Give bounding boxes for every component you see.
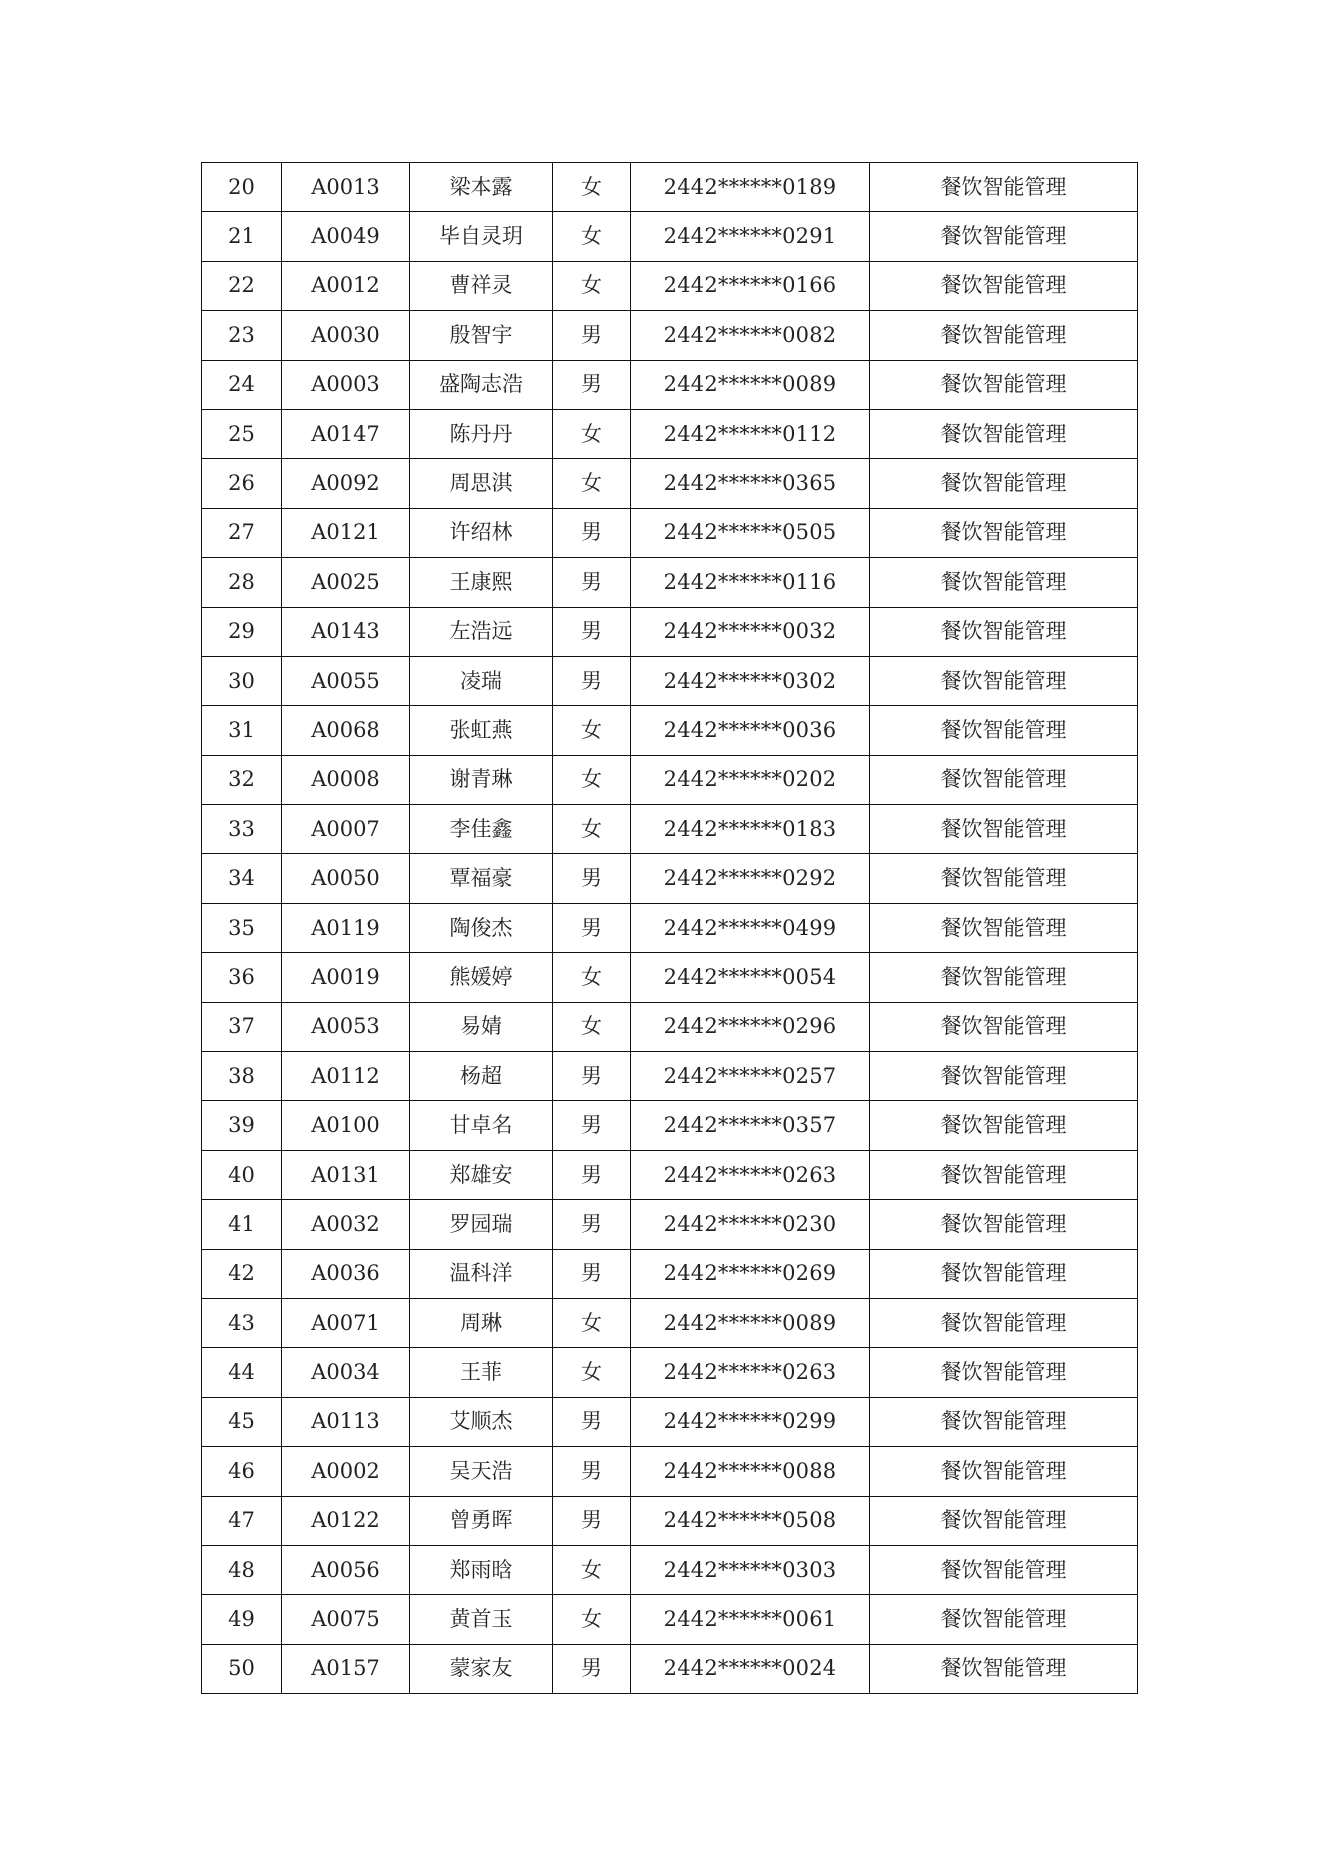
major-cell: 餐饮智能管理 [870, 163, 1138, 212]
row-number-cell: 42 [202, 1249, 282, 1298]
table-row [202, 409, 1138, 458]
table-row [202, 755, 1138, 804]
student-code-cell: A0007 [282, 805, 410, 854]
masked-id-cell: 2442******0508 [631, 1496, 870, 1545]
student-name-cell: 王菲 [410, 1348, 553, 1397]
gender-cell: 男 [553, 854, 631, 903]
student-code-cell: A0036 [282, 1249, 410, 1298]
row-number-cell: 33 [202, 805, 282, 854]
major-cell: 餐饮智能管理 [870, 854, 1138, 903]
student-code-cell: A0025 [282, 558, 410, 607]
row-number-cell: 20 [202, 163, 282, 212]
masked-id-cell: 2442******0024 [631, 1644, 870, 1693]
major-cell: 餐饮智能管理 [870, 1545, 1138, 1594]
student-name-cell: 周思淇 [410, 459, 553, 508]
row-number-cell: 39 [202, 1101, 282, 1150]
gender-cell: 男 [553, 1249, 631, 1298]
masked-id-cell: 2442******0357 [631, 1101, 870, 1150]
table-row [202, 1348, 1138, 1397]
table-row [202, 360, 1138, 409]
row-number-cell: 27 [202, 508, 282, 557]
row-number-cell: 48 [202, 1545, 282, 1594]
student-code-cell: A0147 [282, 409, 410, 458]
student-code-cell: A0012 [282, 261, 410, 310]
student-code-cell: A0100 [282, 1101, 410, 1150]
student-name-cell: 谢青琳 [410, 755, 553, 804]
student-code-cell: A0068 [282, 706, 410, 755]
gender-cell: 女 [553, 706, 631, 755]
masked-id-cell: 2442******0303 [631, 1545, 870, 1594]
masked-id-cell: 2442******0189 [631, 163, 870, 212]
student-code-cell: A0122 [282, 1496, 410, 1545]
row-number-cell: 41 [202, 1200, 282, 1249]
row-number-cell: 28 [202, 558, 282, 607]
masked-id-cell: 2442******0257 [631, 1052, 870, 1101]
table-row [202, 508, 1138, 557]
student-code-cell: A0053 [282, 1002, 410, 1051]
student-name-cell: 熊媛婷 [410, 953, 553, 1002]
student-name-cell: 甘卓名 [410, 1101, 553, 1150]
student-code-cell: A0032 [282, 1200, 410, 1249]
major-cell: 餐饮智能管理 [870, 805, 1138, 854]
row-number-cell: 32 [202, 755, 282, 804]
gender-cell: 男 [553, 360, 631, 409]
major-cell: 餐饮智能管理 [870, 903, 1138, 952]
gender-cell: 女 [553, 1002, 631, 1051]
student-name-cell: 毕自灵玥 [410, 212, 553, 261]
student-code-cell: A0113 [282, 1397, 410, 1446]
gender-cell: 男 [553, 1397, 631, 1446]
masked-id-cell: 2442******0082 [631, 311, 870, 360]
student-name-cell: 左浩远 [410, 607, 553, 656]
masked-id-cell: 2442******0032 [631, 607, 870, 656]
masked-id-cell: 2442******0296 [631, 1002, 870, 1051]
student-code-cell: A0131 [282, 1150, 410, 1199]
gender-cell: 女 [553, 1545, 631, 1594]
row-number-cell: 29 [202, 607, 282, 656]
masked-id-cell: 2442******0036 [631, 706, 870, 755]
masked-id-cell: 2442******0054 [631, 953, 870, 1002]
masked-id-cell: 2442******0263 [631, 1150, 870, 1199]
student-name-cell: 曹祥灵 [410, 261, 553, 310]
student-name-cell: 殷智宇 [410, 311, 553, 360]
student-name-cell: 王康熙 [410, 558, 553, 607]
row-number-cell: 49 [202, 1595, 282, 1644]
gender-cell: 女 [553, 953, 631, 1002]
gender-cell: 男 [553, 1101, 631, 1150]
student-name-cell: 周琳 [410, 1298, 553, 1347]
gender-cell: 男 [553, 1200, 631, 1249]
row-number-cell: 43 [202, 1298, 282, 1347]
student-name-cell: 李佳鑫 [410, 805, 553, 854]
student-code-cell: A0121 [282, 508, 410, 557]
major-cell: 餐饮智能管理 [870, 755, 1138, 804]
row-number-cell: 36 [202, 953, 282, 1002]
row-number-cell: 26 [202, 459, 282, 508]
table-row [202, 1644, 1138, 1693]
row-number-cell: 24 [202, 360, 282, 409]
row-number-cell: 23 [202, 311, 282, 360]
major-cell: 餐饮智能管理 [870, 656, 1138, 705]
roster-body [202, 163, 1138, 1694]
masked-id-cell: 2442******0365 [631, 459, 870, 508]
student-name-cell: 曾勇晖 [410, 1496, 553, 1545]
table-row [202, 953, 1138, 1002]
student-code-cell: A0002 [282, 1447, 410, 1496]
student-code-cell: A0143 [282, 607, 410, 656]
student-name-cell: 吴天浩 [410, 1447, 553, 1496]
gender-cell: 女 [553, 459, 631, 508]
row-number-cell: 44 [202, 1348, 282, 1397]
major-cell: 餐饮智能管理 [870, 1397, 1138, 1446]
masked-id-cell: 2442******0088 [631, 1447, 870, 1496]
major-cell: 餐饮智能管理 [870, 261, 1138, 310]
student-name-cell: 张虹燕 [410, 706, 553, 755]
student-name-cell: 温科洋 [410, 1249, 553, 1298]
gender-cell: 男 [553, 656, 631, 705]
student-code-cell: A0003 [282, 360, 410, 409]
row-number-cell: 50 [202, 1644, 282, 1693]
table-row [202, 1052, 1138, 1101]
table-row [202, 1150, 1138, 1199]
student-name-cell: 郑雄安 [410, 1150, 553, 1199]
gender-cell: 女 [553, 755, 631, 804]
masked-id-cell: 2442******0230 [631, 1200, 870, 1249]
gender-cell: 女 [553, 1348, 631, 1397]
student-code-cell: A0119 [282, 903, 410, 952]
student-code-cell: A0157 [282, 1644, 410, 1693]
row-number-cell: 38 [202, 1052, 282, 1101]
student-name-cell: 杨超 [410, 1052, 553, 1101]
student-name-cell: 陶俊杰 [410, 903, 553, 952]
student-name-cell: 许绍林 [410, 508, 553, 557]
gender-cell: 女 [553, 212, 631, 261]
row-number-cell: 30 [202, 656, 282, 705]
major-cell: 餐饮智能管理 [870, 508, 1138, 557]
gender-cell: 男 [553, 1496, 631, 1545]
table-row [202, 1249, 1138, 1298]
row-number-cell: 21 [202, 212, 282, 261]
masked-id-cell: 2442******0291 [631, 212, 870, 261]
gender-cell: 男 [553, 558, 631, 607]
table-row [202, 311, 1138, 360]
gender-cell: 女 [553, 261, 631, 310]
major-cell: 餐饮智能管理 [870, 558, 1138, 607]
masked-id-cell: 2442******0089 [631, 1298, 870, 1347]
table-row [202, 1200, 1138, 1249]
student-roster-table [201, 162, 1138, 1694]
gender-cell: 男 [553, 903, 631, 952]
student-name-cell: 陈丹丹 [410, 409, 553, 458]
major-cell: 餐饮智能管理 [870, 311, 1138, 360]
major-cell: 餐饮智能管理 [870, 1200, 1138, 1249]
major-cell: 餐饮智能管理 [870, 212, 1138, 261]
major-cell: 餐饮智能管理 [870, 409, 1138, 458]
row-number-cell: 31 [202, 706, 282, 755]
table-row [202, 1397, 1138, 1446]
major-cell: 餐饮智能管理 [870, 1447, 1138, 1496]
gender-cell: 男 [553, 311, 631, 360]
major-cell: 餐饮智能管理 [870, 1052, 1138, 1101]
student-code-cell: A0075 [282, 1595, 410, 1644]
masked-id-cell: 2442******0263 [631, 1348, 870, 1397]
row-number-cell: 35 [202, 903, 282, 952]
student-name-cell: 郑雨晗 [410, 1545, 553, 1594]
student-name-cell: 盛陶志浩 [410, 360, 553, 409]
gender-cell: 女 [553, 409, 631, 458]
student-code-cell: A0092 [282, 459, 410, 508]
gender-cell: 男 [553, 508, 631, 557]
row-number-cell: 37 [202, 1002, 282, 1051]
table-row [202, 163, 1138, 212]
table-row [202, 607, 1138, 656]
student-code-cell: A0019 [282, 953, 410, 1002]
student-name-cell: 蒙家友 [410, 1644, 553, 1693]
row-number-cell: 46 [202, 1447, 282, 1496]
major-cell: 餐饮智能管理 [870, 953, 1138, 1002]
major-cell: 餐饮智能管理 [870, 459, 1138, 508]
major-cell: 餐饮智能管理 [870, 607, 1138, 656]
table-row [202, 558, 1138, 607]
student-code-cell: A0049 [282, 212, 410, 261]
masked-id-cell: 2442******0299 [631, 1397, 870, 1446]
student-name-cell: 凌瑞 [410, 656, 553, 705]
masked-id-cell: 2442******0292 [631, 854, 870, 903]
table-row [202, 459, 1138, 508]
table-row [202, 1298, 1138, 1347]
student-code-cell: A0013 [282, 163, 410, 212]
masked-id-cell: 2442******0183 [631, 805, 870, 854]
row-number-cell: 40 [202, 1150, 282, 1199]
major-cell: 餐饮智能管理 [870, 1150, 1138, 1199]
table-row [202, 656, 1138, 705]
major-cell: 餐饮智能管理 [870, 360, 1138, 409]
gender-cell: 男 [553, 607, 631, 656]
table-row [202, 805, 1138, 854]
student-code-cell: A0056 [282, 1545, 410, 1594]
major-cell: 餐饮智能管理 [870, 706, 1138, 755]
major-cell: 餐饮智能管理 [870, 1249, 1138, 1298]
table-row [202, 903, 1138, 952]
row-number-cell: 22 [202, 261, 282, 310]
student-code-cell: A0050 [282, 854, 410, 903]
row-number-cell: 45 [202, 1397, 282, 1446]
masked-id-cell: 2442******0089 [631, 360, 870, 409]
masked-id-cell: 2442******0269 [631, 1249, 870, 1298]
table-row [202, 1595, 1138, 1644]
table-row [202, 1545, 1138, 1594]
major-cell: 餐饮智能管理 [870, 1644, 1138, 1693]
gender-cell: 女 [553, 1595, 631, 1644]
table-row [202, 261, 1138, 310]
student-name-cell: 罗园瑞 [410, 1200, 553, 1249]
row-number-cell: 47 [202, 1496, 282, 1545]
major-cell: 餐饮智能管理 [870, 1496, 1138, 1545]
major-cell: 餐饮智能管理 [870, 1595, 1138, 1644]
gender-cell: 女 [553, 805, 631, 854]
gender-cell: 男 [553, 1447, 631, 1496]
table-row [202, 212, 1138, 261]
student-name-cell: 梁本露 [410, 163, 553, 212]
masked-id-cell: 2442******0166 [631, 261, 870, 310]
gender-cell: 女 [553, 163, 631, 212]
student-code-cell: A0034 [282, 1348, 410, 1397]
table-row [202, 1101, 1138, 1150]
major-cell: 餐饮智能管理 [870, 1101, 1138, 1150]
masked-id-cell: 2442******0116 [631, 558, 870, 607]
masked-id-cell: 2442******0499 [631, 903, 870, 952]
student-name-cell: 易婧 [410, 1002, 553, 1051]
student-code-cell: A0055 [282, 656, 410, 705]
masked-id-cell: 2442******0202 [631, 755, 870, 804]
masked-id-cell: 2442******0061 [631, 1595, 870, 1644]
table-row [202, 706, 1138, 755]
table-row [202, 1496, 1138, 1545]
gender-cell: 男 [553, 1150, 631, 1199]
student-name-cell: 艾顺杰 [410, 1397, 553, 1446]
masked-id-cell: 2442******0302 [631, 656, 870, 705]
table-row [202, 1447, 1138, 1496]
gender-cell: 男 [553, 1052, 631, 1101]
gender-cell: 女 [553, 1298, 631, 1347]
major-cell: 餐饮智能管理 [870, 1002, 1138, 1051]
row-number-cell: 25 [202, 409, 282, 458]
table-row [202, 854, 1138, 903]
row-number-cell: 34 [202, 854, 282, 903]
gender-cell: 男 [553, 1644, 631, 1693]
table-row [202, 1002, 1138, 1051]
masked-id-cell: 2442******0505 [631, 508, 870, 557]
masked-id-cell: 2442******0112 [631, 409, 870, 458]
student-code-cell: A0112 [282, 1052, 410, 1101]
student-name-cell: 覃福豪 [410, 854, 553, 903]
major-cell: 餐饮智能管理 [870, 1348, 1138, 1397]
student-code-cell: A0030 [282, 311, 410, 360]
major-cell: 餐饮智能管理 [870, 1298, 1138, 1347]
student-code-cell: A0071 [282, 1298, 410, 1347]
student-name-cell: 黄首玉 [410, 1595, 553, 1644]
student-code-cell: A0008 [282, 755, 410, 804]
